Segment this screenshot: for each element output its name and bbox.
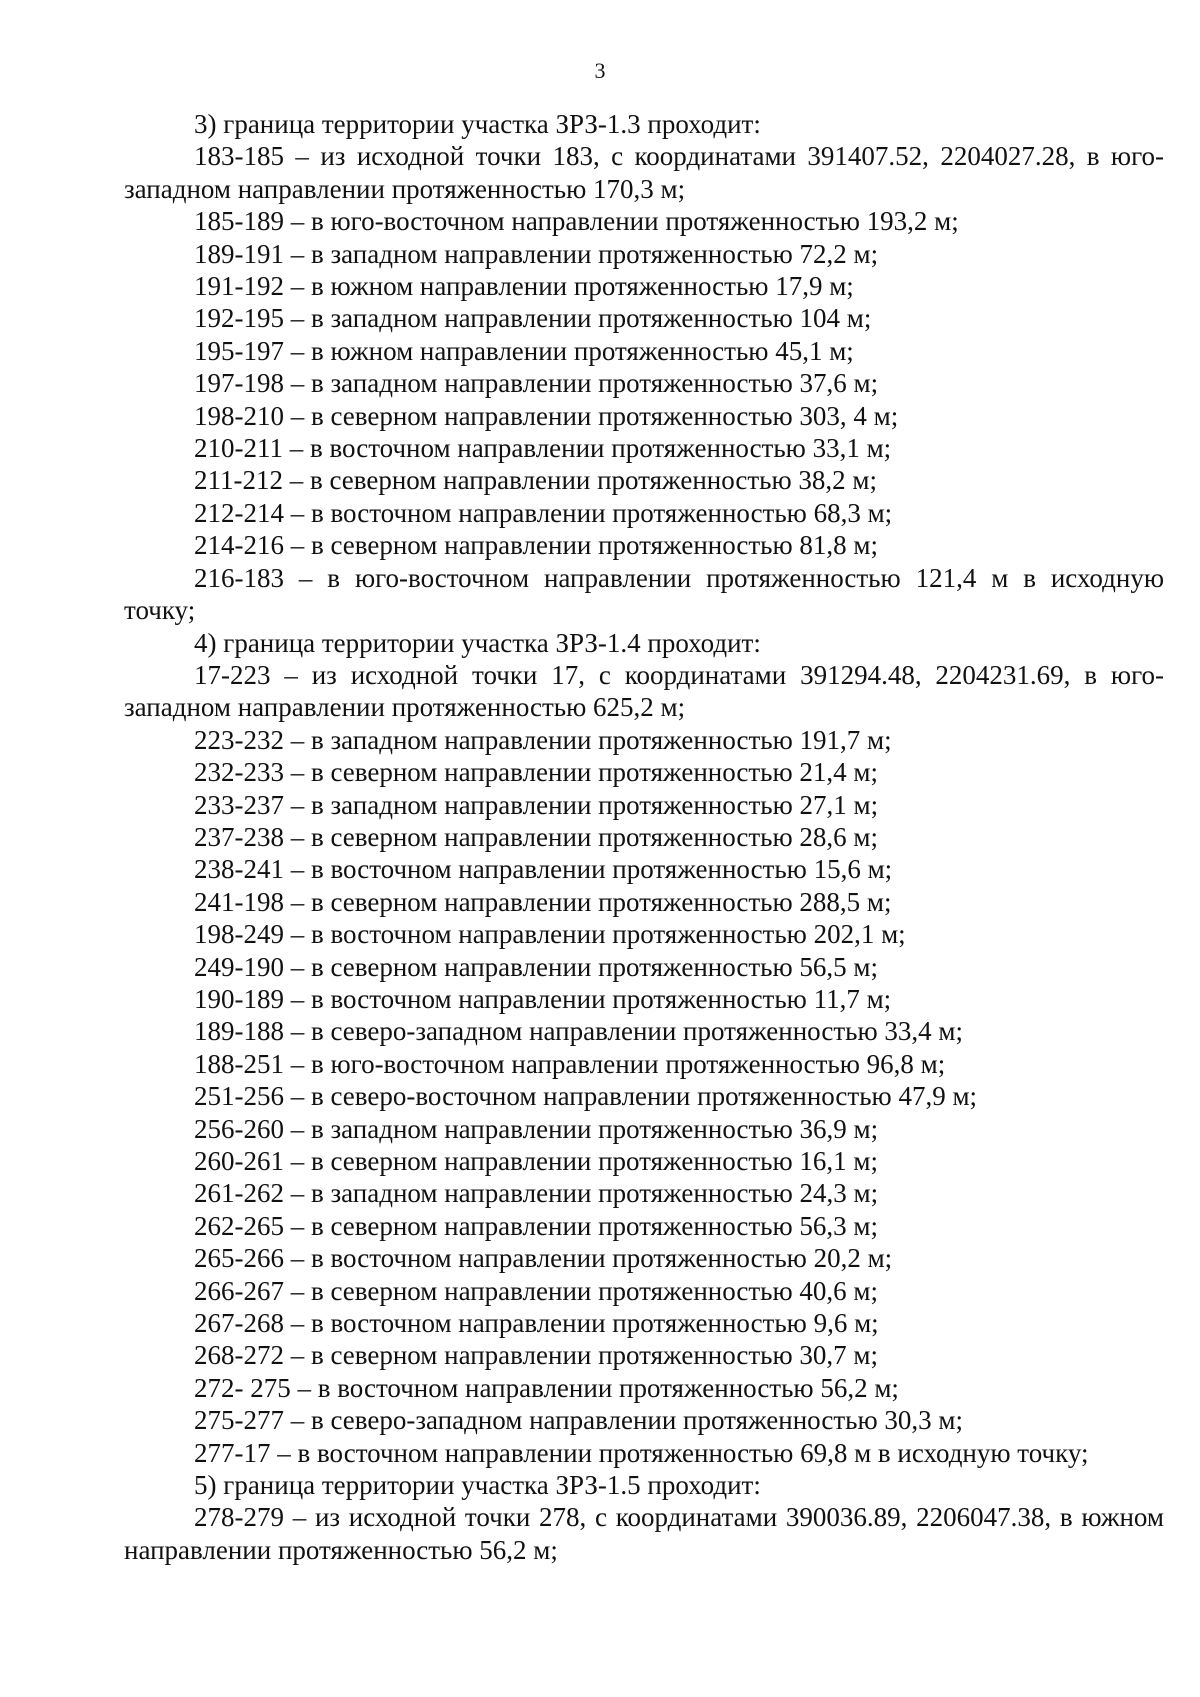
section-3-segment: 214-216 – в северном направлении протяженностью 81,8 м; — [194, 530, 879, 561]
section-3-segment: 189-191 – в западном направлении протяженностью 72,2 м; — [194, 238, 879, 269]
section-4-segment: 233-237 – в западном направлении протяженностью 27,1 м; — [194, 789, 879, 820]
section-4-segment: 198-249 – в восточном направлении протяженностью 202,1 м; — [194, 919, 906, 950]
section-3-segment: 210-211 – в восточном направлении протяженностью 33,1 м; — [194, 433, 892, 464]
section-4-segment: 249-190 – в северном направлении протяженностью 56,5 м; — [194, 951, 879, 982]
section-4-segment: 190-189 – в восточном направлении протяженностью 11,7 м; — [194, 983, 892, 1014]
section-4-heading: 4) граница территории участка ЗРЗ-1.4 проходит: — [194, 627, 761, 658]
section-3-segment: 198-210 – в северном направлении протяженностью 303, 4 м; — [194, 400, 899, 431]
section-3-segment: 211-212 – в северном направлении протяженностью 38,2 м; — [194, 465, 878, 496]
section-3-last-segment: 216-183 – в юго-восточном направлении протяженностью 121,4 м в исходную точку; — [124, 562, 1164, 626]
section-4-first-segment: 17-223 – из исходной точки 17, с координатами 391294.48, 2204231.69, в юго-западном направлении протяженностью 625,2 м; — [124, 659, 1164, 723]
section-3-first-segment: 183-185 – из исходной точки 183, с координатами 391407.52, 2204027.28, в юго-западном направлении протяженностью 170,3 м; — [124, 141, 1164, 204]
section-4-segment: 223-232 – в западном направлении протяженностью 191,7 м; — [194, 724, 892, 755]
page-number: 3 — [594, 58, 606, 83]
section-5-first-segment: 278-279 – из исходной точки 278, с координатами 390036.89, 2206047.38, в южном направлении протяженностью 56,2 м; — [124, 1502, 1164, 1565]
section-5-heading: 5) граница территории участка ЗРЗ-1.5 проходит: — [194, 1470, 761, 1501]
section-4-segment: 232-233 – в северном направлении протяженностью 21,4 м; — [194, 757, 879, 788]
section-3-segment: 191-192 – в южном направлении протяженностью 17,9 м; — [194, 271, 854, 302]
section-4-segment: 268-272 – в северном направлении протяженностью 30,7 м; — [194, 1340, 879, 1371]
section-4-segment: 260-261 – в северном направлении протяженностью 16,1 м; — [194, 1146, 879, 1176]
section-4-segment: 189-188 – в северо-западном направлении протяженностью 33,4 м; — [194, 1016, 963, 1047]
section-4-segment: 237-238 – в северном направлении протяженностью 28,6 м; — [194, 821, 879, 852]
section-4-segment: 262-265 – в северном направлении протяженностью 56,3 м; — [194, 1210, 879, 1241]
section-3-segment: 192-195 – в западном направлении протяженностью 104 м; — [194, 303, 872, 334]
section-4-segment: 265-266 – в восточном направлении протяженностью 20,2 м; — [194, 1243, 893, 1274]
section-3-segment: 195-197 – в южном направлении протяженностью 45,1 м; — [194, 335, 854, 366]
section-4-segment: 261-262 – в западном направлении протяженностью 24,3 м; — [194, 1178, 879, 1209]
section-4-segment: 251-256 – в северо-восточном направлении протяженностью 47,9 м; — [194, 1081, 978, 1112]
section-3-segment: 185-189 – в юго-восточном направлении протяженностью 193,2 м; — [194, 206, 959, 237]
section-4-segment: 272- 275 – в восточном направлении протяженностью 56,2 м; — [194, 1372, 899, 1403]
section-3-segment: 197-198 – в западном направлении протяженностью 37,6 м; — [194, 368, 879, 399]
section-4-last-segment: 277-17 – в восточном направлении протяженностью 69,8 м в исходную точку; — [194, 1437, 1089, 1468]
section-3-segment: 212-214 – в восточном направлении протяженностью 68,3 м; — [194, 497, 893, 528]
section-4-segment: 266-267 – в северном направлении протяженностью 40,6 м; — [194, 1275, 879, 1306]
section-4-segment: 238-241 – в восточном направлении протяженностью 15,6 м; — [194, 854, 893, 885]
document-body — [124, 108, 1164, 1566]
section-4-segment: 267-268 – в восточном направлении протяженностью 9,6 м; — [194, 1308, 879, 1339]
section-4-segment: 256-260 – в западном направлении протяженностью 36,9 м; — [194, 1113, 879, 1144]
section-3-heading: 3) граница территории участка ЗРЗ-1.3 проходит: — [194, 109, 761, 139]
section-4-segment: 241-198 – в северном направлении протяженностью 288,5 м; — [194, 886, 892, 917]
section-4-segment: 275-277 – в северо-западном направлении протяженностью 30,3 м; — [194, 1405, 963, 1436]
section-4-segment: 188-251 – в юго-восточном направлении протяженностью 96,8 м; — [194, 1048, 946, 1079]
